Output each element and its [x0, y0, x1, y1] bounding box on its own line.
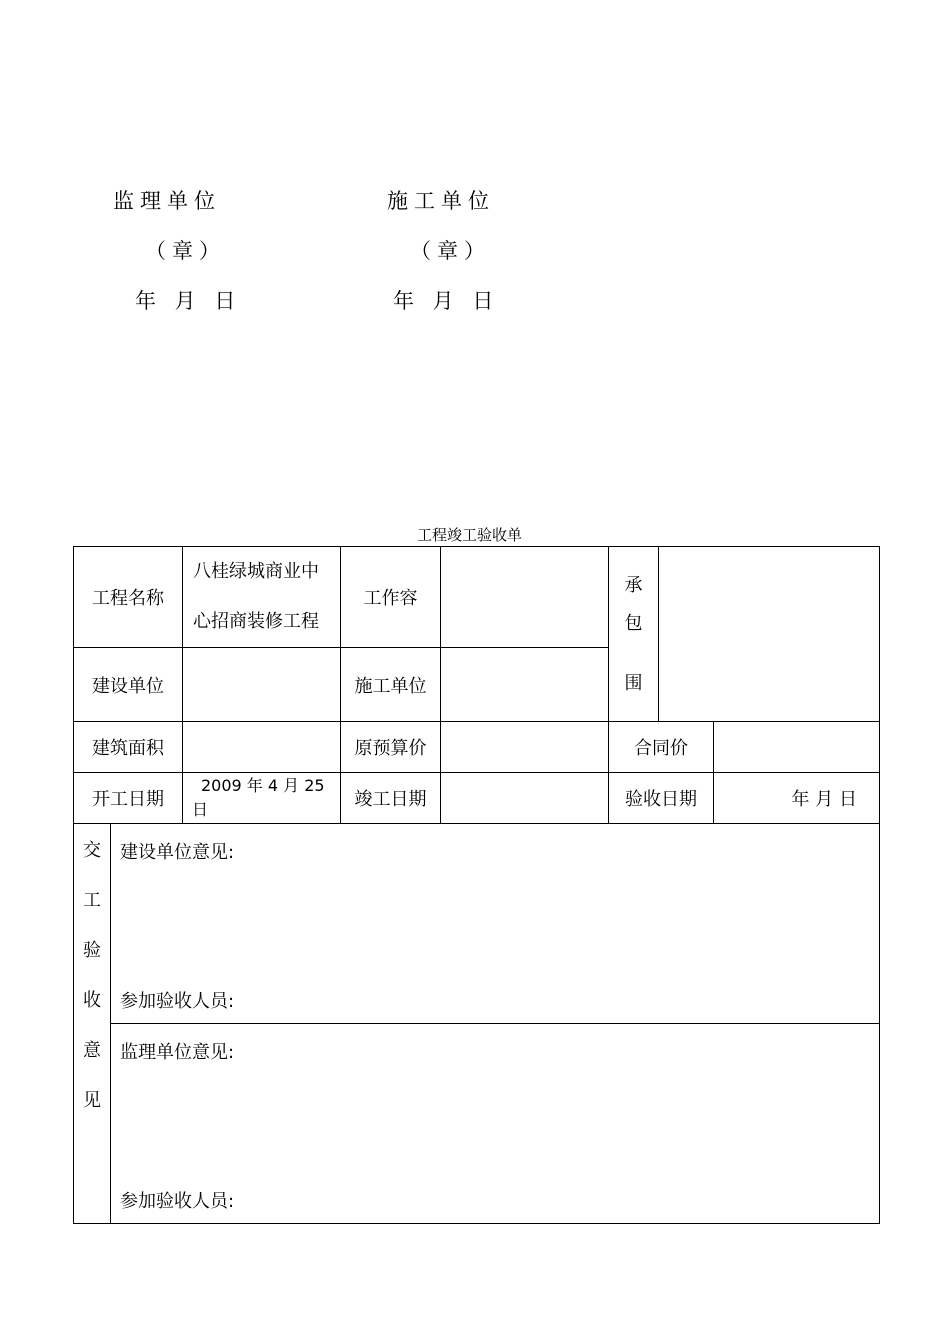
building-area-value[interactable]: [183, 722, 341, 773]
start-date-label: 开工日期: [74, 773, 183, 824]
acceptance-opinion-char-2: 工: [83, 890, 101, 911]
contract-price-value[interactable]: [714, 722, 880, 773]
construction-unit-label: 施工单位: [341, 648, 441, 722]
supervision-seal-label: （章）: [145, 239, 226, 263]
start-date-line1: 2009 年 4 月 25: [201, 776, 325, 795]
contract-scope-char-3: 围: [624, 673, 643, 694]
acceptance-date-value: 年 月 日: [714, 773, 880, 824]
build-unit-value[interactable]: [183, 648, 341, 722]
construction-unit-value[interactable]: [441, 648, 609, 722]
original-budget-label: 原预算价: [341, 722, 441, 773]
start-date-value: [183, 773, 341, 824]
contract-scope-char-1: 承: [624, 575, 643, 596]
build-unit-participants-label: 参加验收人员:: [120, 991, 235, 1012]
project-name-line1: 八桂绿城商业中: [193, 561, 319, 582]
acceptance-form-table: [73, 546, 880, 1224]
build-unit-opinion-cell[interactable]: [111, 824, 880, 1024]
project-name-line2: 心招商装修工程: [193, 611, 319, 632]
construction-unit-label: 施工单位: [387, 189, 495, 213]
acceptance-opinion-char-1: 交: [83, 840, 101, 861]
start-date-line2: 日: [192, 800, 209, 819]
building-area-label: 建筑面积: [74, 722, 183, 773]
acceptance-date-label: 验收日期: [609, 773, 714, 824]
completion-date-value[interactable]: [441, 773, 609, 824]
work-content-label: 工作容: [341, 547, 441, 648]
project-name-label: 工程名称: [74, 547, 183, 648]
completion-date-label: 竣工日期: [341, 773, 441, 824]
acceptance-opinion-char-5: 意: [83, 1040, 101, 1061]
acceptance-opinion-char-6: 见: [83, 1090, 101, 1111]
acceptance-opinion-label: [74, 824, 111, 1224]
supervision-opinion-label: 监理单位意见:: [120, 1042, 235, 1063]
construction-date-label: 年 月 日: [393, 289, 500, 313]
project-name-value: [183, 547, 341, 648]
build-unit-label: 建设单位: [74, 648, 183, 722]
contract-scope-char-2: 包: [624, 613, 643, 634]
acceptance-opinion-char-3: 验: [83, 940, 101, 961]
original-budget-value[interactable]: [441, 722, 609, 773]
supervision-unit-label: 监理单位: [113, 189, 221, 213]
supervision-date-label: 年 月 日: [135, 289, 242, 313]
contract-price-label: 合同价: [609, 722, 714, 773]
contract-scope-label: [609, 547, 659, 722]
supervision-participants-label: 参加验收人员:: [120, 1191, 235, 1212]
construction-seal-label: （章）: [410, 239, 491, 263]
contract-scope-value[interactable]: [659, 547, 880, 722]
acceptance-opinion-char-4: 收: [83, 990, 101, 1011]
work-content-value[interactable]: [441, 547, 609, 648]
form-title: 工程竣工验收单: [417, 526, 523, 544]
supervision-opinion-cell[interactable]: [111, 1024, 880, 1224]
build-unit-opinion-label: 建设单位意见:: [120, 842, 235, 863]
